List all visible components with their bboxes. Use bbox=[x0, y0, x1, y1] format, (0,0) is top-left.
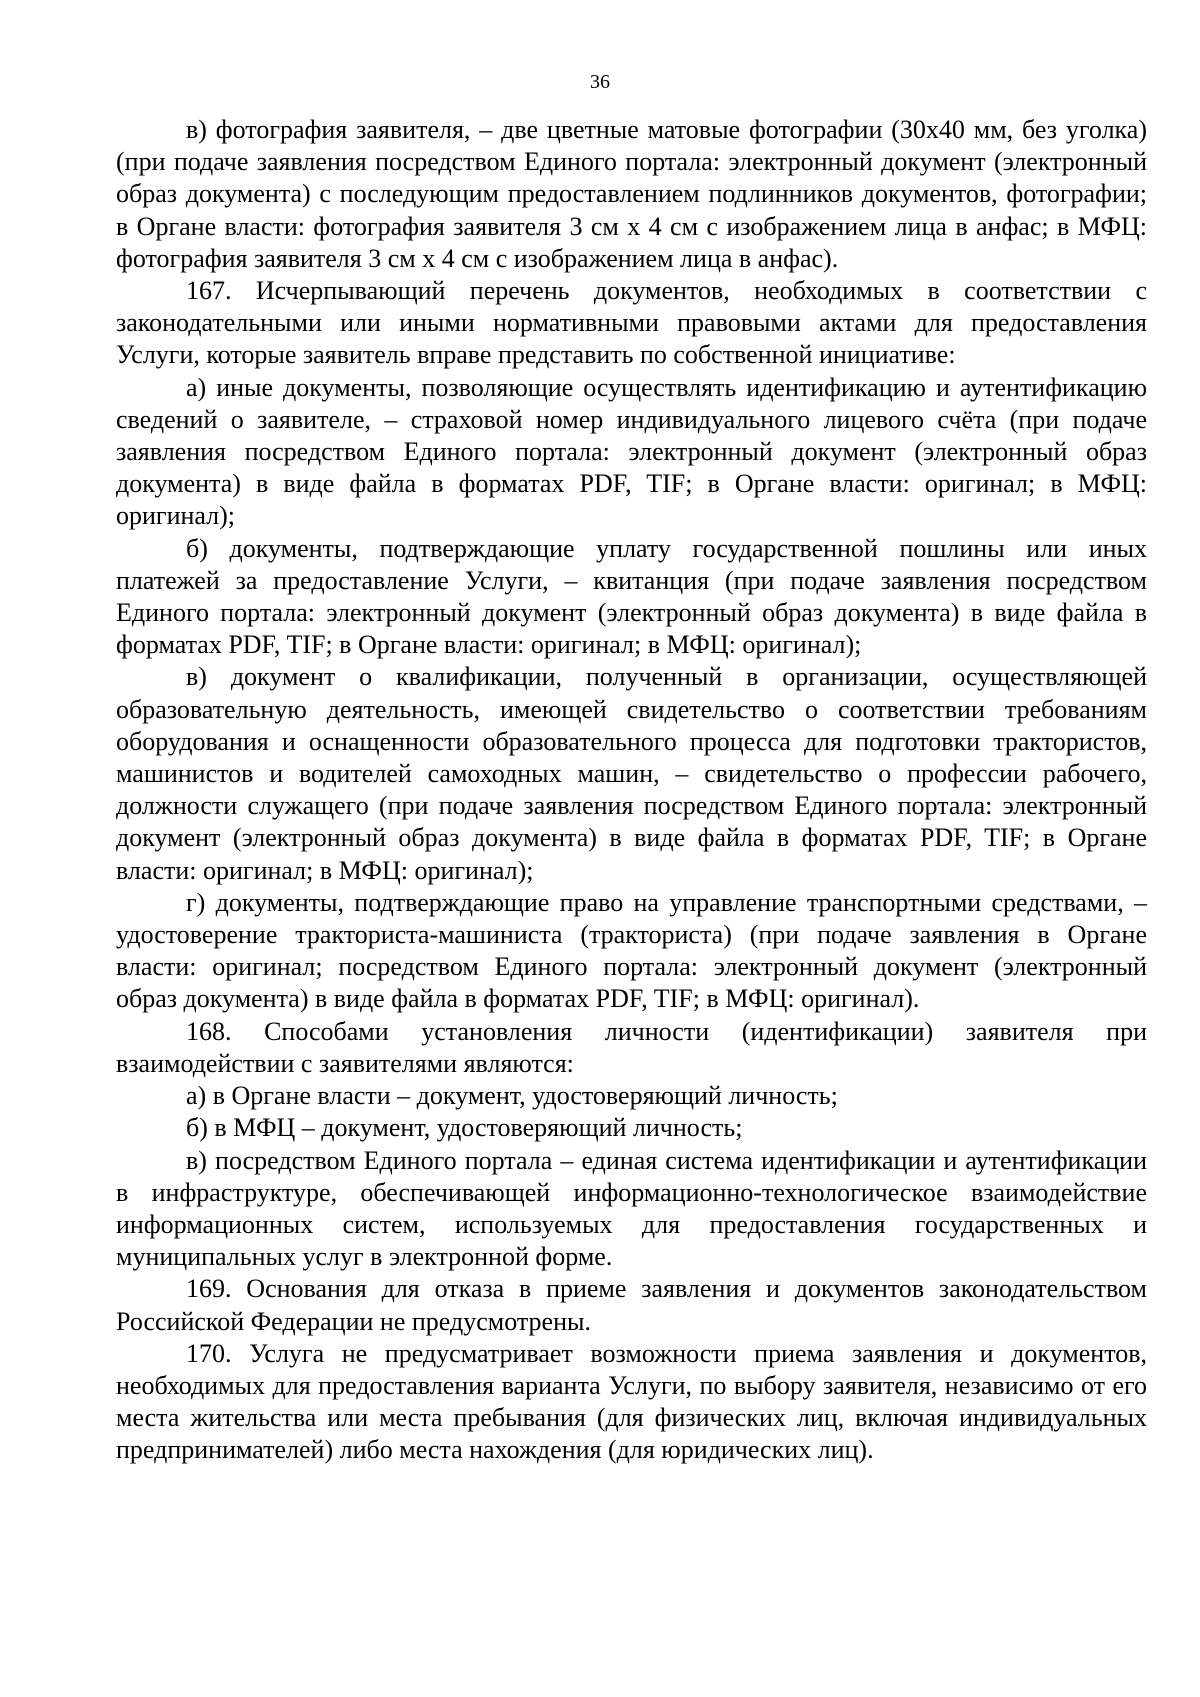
paragraph-168-b: б) в МФЦ – документ, удостоверяющий личность; bbox=[186, 1113, 743, 1143]
paragraph-168-v: в) посредством Единого портала – единая система идентификации и аутентификации в инфраструктуре, обеспечивающей информационно-технологическое взаимодействие информационных систем, используемых для предоставления государственных и муниципальных услуг в электронной форме. bbox=[116, 1145, 1147, 1272]
document-body bbox=[116, 114, 1147, 1467]
paragraph-167: 167. Исчерпывающий перечень документов, необходимых в соответствии с законодательными или иными нормативными правовыми актами для предоставления Услуги, которые заявитель вправе представить по собственной инициативе: bbox=[116, 276, 1147, 370]
paragraph-167-a: а) иные документы, позволяющие осуществлять идентификацию и аутентификацию сведений о заявителе, – страховой номер индивидуального лицевого счёта (при подаче заявления посредством Единого портала: электронный документ (электронный образ документа) в виде файла в форматах PDF, TIF; в Органе власти: оригинал; в МФЦ: оригинал); bbox=[116, 372, 1147, 531]
paragraph-168: 168. Способами установления личности (идентификации) заявителя при взаимодействии с заявителями являются: bbox=[116, 1016, 1147, 1078]
paragraph-169: 169. Основания для отказа в приеме заявления и документов законодательством Российской Федерации не предусмотрены. bbox=[116, 1274, 1147, 1336]
paragraph-168-a: а) в Органе власти – документ, удостоверяющий личность; bbox=[186, 1081, 838, 1111]
paragraph-167-v: в) документ о квалификации, полученный в организации, осуществляющей образовательную деятельность, имеющей свидетельство о соответствии требованиям оборудования и оснащенности образовательного процесса для подготовки трактористов, машинистов и водителей самоходных машин, – свидетельство о профессии рабочего, должности служащего (при подаче заявления посредством Единого портала: электронный документ (электронный образ документа) в виде файла в форматах PDF, TIF; в Органе власти: оригинал; в МФЦ: оригинал); bbox=[116, 662, 1147, 885]
paragraph-photo: в) фотография заявителя, – две цветные матовые фотографии (30х40 мм, без уголка) (при подаче заявления посредством Единого портала: электронный документ (электронный образ документа) с последующим предоставлением подлинников документов, фотографии; в Органе власти: фотография заявителя 3 см х 4 см с изображением лица в анфас; в МФЦ: фотография заявителя 3 см х 4 см с изображением лица в анфас). bbox=[116, 115, 1147, 273]
page-number: 36 bbox=[590, 71, 610, 93]
paragraph-170: 170. Услуга не предусматривает возможности приема заявления и документов, необходимых для предоставления варианта Услуги, по выбору заявителя, независимо от его места жительства или места пребывания (для физических лиц, включая индивидуальных предпринимателей) либо места нахождения (для юридических лиц). bbox=[116, 1338, 1147, 1465]
paragraph-167-b: б) документы, подтверждающие уплату государственной пошлины или иных платежей за предоставление Услуги, – квитанция (при подаче заявления посредством Единого портала: электронный документ (электронный образ документа) в виде файла в форматах PDF, TIF; в Органе власти: оригинал; в МФЦ: оригинал); bbox=[116, 533, 1147, 660]
paragraph-167-g: г) документы, подтверждающие право на управление транспортными средствами, – удостоверение тракториста-машиниста (тракториста) (при подаче заявления в Органе власти: оригинал; посредством Единого портала: электронный документ (электронный образ документа) в виде файла в форматах PDF, TIF; в МФЦ: оригинал). bbox=[116, 887, 1147, 1014]
